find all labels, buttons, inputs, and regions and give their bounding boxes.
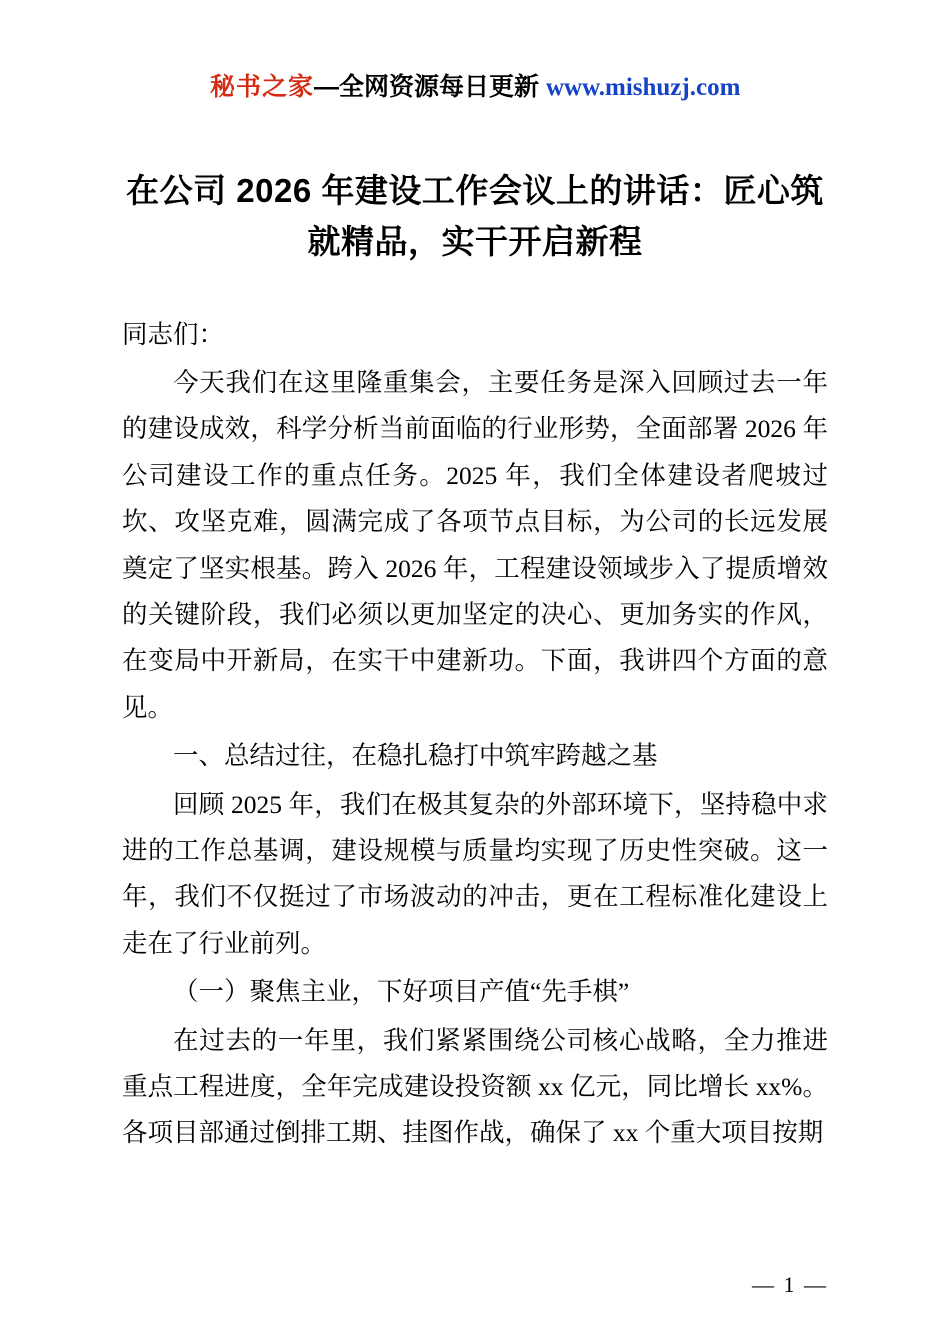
- site-watermark-header: [210, 72, 828, 103]
- site-brand: 秘书之家: [210, 73, 315, 101]
- site-url[interactable]: www.mishuzj.com: [545, 74, 741, 101]
- heading-subsection-1: （一）聚焦主业，下好项目产值“先手棋”: [173, 977, 630, 1007]
- page-title: 在公司 2026 年建设工作会议上的讲话：匠心筑就精品，实干开启新程: [126, 172, 824, 261]
- paragraph-3: 在过去的一年里，我们紧紧围绕公司核心战略，全力推进重点工程进度，全年完成建设投资额 xx 亿元，同比增长 xx%。各项目部通过倒排工期、挂图作战，确保了 xx 个重大项目按期: [122, 1025, 828, 1148]
- paragraph-1: 今天我们在这里隆重集会，主要任务是深入回顾过去一年的建设成效，科学分析当前面临的行业形势，全面部署 2026 年公司建设工作的重点任务。2025 年，我们全体建设者爬坡过坎、攻坚克难，圆满完成了各项节点目标，为公司的长远发展奠定了坚实根基。跨入 2026 年，工程建设领域步入了提质增效的关键阶段，我们必须以更加坚定的决心、更加务实的作风，在变局中开新局，在实干中建新功。下面，我讲四个方面的意见。: [122, 367, 828, 722]
- document-body: [122, 312, 828, 1157]
- heading-section-1: 一、总结过往，在稳扎稳打中筑牢跨越之基: [173, 741, 658, 771]
- page-number: — 1 —: [752, 1272, 828, 1297]
- salutation: 同志们：: [122, 319, 225, 349]
- site-slogan: —全网资源每日更新: [314, 73, 546, 101]
- paragraph-2: 回顾 2025 年，我们在极其复杂的外部环境下，坚持稳中求进的工作总基调，建设规模与质量均实现了历史性突破。这一年，我们不仅挺过了市场波动的冲击，更在工程标准化建设上走在了行业前列。: [122, 789, 828, 958]
